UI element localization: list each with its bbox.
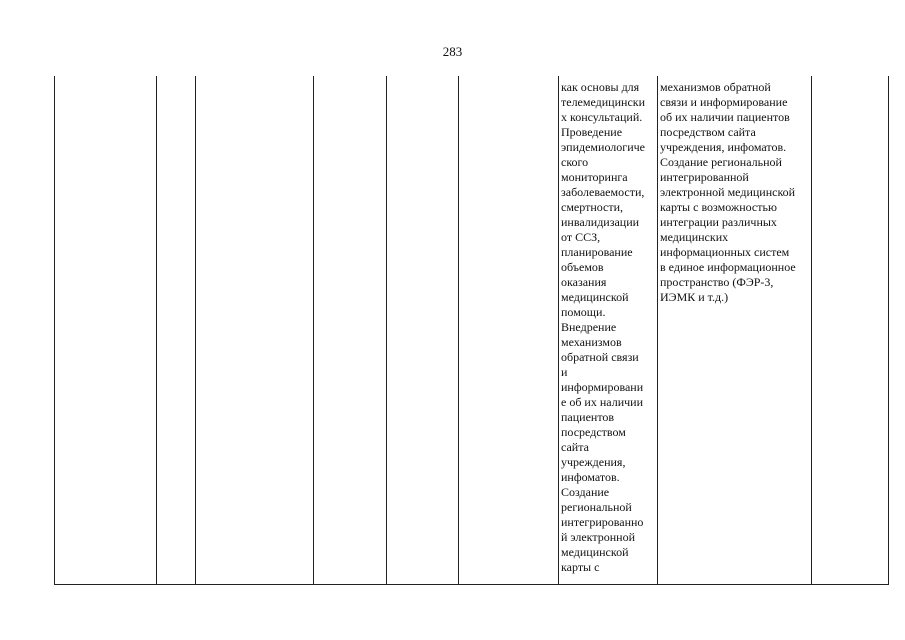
- column-divider: [313, 76, 314, 584]
- table-cell-col8: механизмов обратной связи и информирование об их наличии пациентов посредством сайта учреждения, инфоматов. Создание региональной интегрированной электронной медицинской карты с возможностью интеграции различных медицинских информационных систем в единое информационное пространство (ФЭР-3, ИЭМК и т.д.): [660, 80, 796, 304]
- page-number: 283: [442, 44, 463, 59]
- table-cell-col7: как основы для телемедицински х консультаций. Проведение эпидемиологиче ского мониторинга заболеваемости, смертности, инвалидизации от ССЗ, планирование объемов оказания медицинской помощи. Внедрение механизмов обратной связи и информировани е об их наличии пациентов посредством сайта учреждения, инфоматов. Создание региональной интегрированно й электронной медицинской карты с: [561, 80, 646, 574]
- column-divider: [558, 76, 559, 584]
- column-divider: [156, 76, 157, 584]
- column-divider: [458, 76, 459, 584]
- column-divider: [386, 76, 387, 584]
- column-divider: [657, 76, 658, 584]
- column-divider: [195, 76, 196, 584]
- column-divider: [811, 76, 812, 584]
- table-border-left: [54, 76, 55, 584]
- table-border-right: [888, 76, 889, 584]
- table-border-bottom: [54, 584, 889, 585]
